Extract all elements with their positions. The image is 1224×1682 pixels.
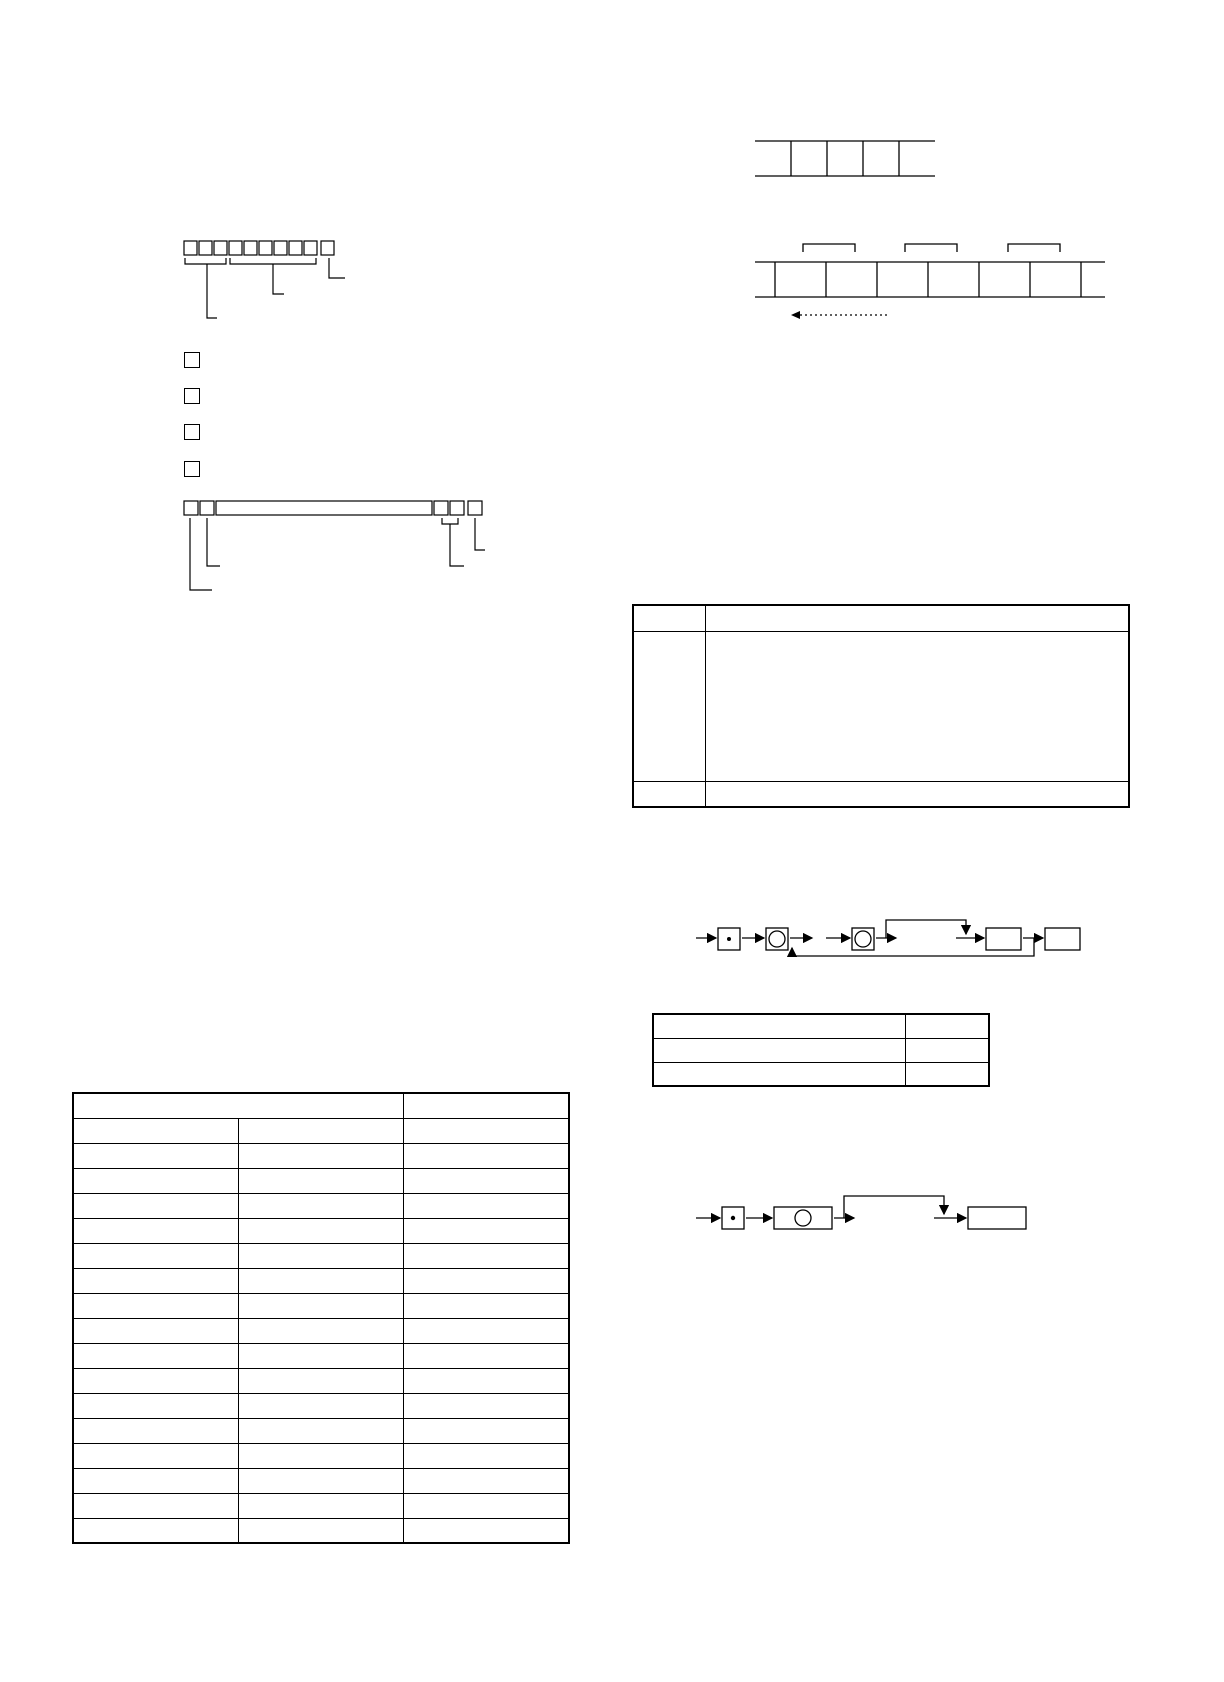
field-box — [184, 501, 198, 515]
table-cell — [73, 1368, 238, 1393]
table-cell — [705, 781, 1129, 807]
final-key[interactable] — [1045, 928, 1080, 950]
table-cell — [238, 1318, 403, 1343]
table-cell — [73, 1318, 238, 1343]
table-row — [73, 1418, 569, 1443]
table-row — [73, 1193, 569, 1218]
checkbox-1[interactable] — [184, 352, 200, 368]
table-cell — [238, 1143, 403, 1168]
small-table — [652, 1013, 990, 1087]
table-cell — [73, 1193, 238, 1218]
table-cell — [238, 1243, 403, 1268]
table-cell — [403, 1393, 569, 1418]
cell-strip-diagram — [755, 138, 945, 182]
table-cell — [905, 1038, 989, 1062]
left-data-table — [72, 1092, 570, 1544]
table-cell — [238, 1393, 403, 1418]
table-cell — [73, 1118, 238, 1143]
table-row — [73, 1118, 569, 1143]
table-row — [73, 1218, 569, 1243]
field-box — [468, 501, 482, 515]
table-row — [73, 1168, 569, 1193]
table-row — [73, 1368, 569, 1393]
table-cell — [705, 605, 1129, 631]
table-cell — [403, 1168, 569, 1193]
table-row — [73, 1243, 569, 1268]
field-box — [450, 501, 464, 515]
header-cell — [403, 1093, 569, 1118]
table-cell — [653, 1062, 905, 1086]
table-cell — [403, 1243, 569, 1268]
target-key[interactable] — [968, 1207, 1026, 1229]
table-cell — [403, 1318, 569, 1343]
target-key[interactable] — [986, 928, 1021, 950]
table-cell — [238, 1168, 403, 1193]
dot-icon — [731, 1216, 735, 1220]
table-cell — [403, 1418, 569, 1443]
table-cell — [705, 631, 1129, 781]
table-cell — [238, 1468, 403, 1493]
table-cell — [73, 1468, 238, 1493]
digit-box — [229, 241, 242, 255]
table-cell — [653, 1014, 905, 1038]
table-row — [633, 631, 1129, 781]
checkbox-3[interactable] — [184, 424, 200, 440]
table-row — [653, 1014, 989, 1038]
table-row — [73, 1143, 569, 1168]
table-cell — [73, 1418, 238, 1443]
table-row — [633, 781, 1129, 807]
key-sequence-diagram-2 — [694, 1186, 1044, 1236]
table-cell — [403, 1443, 569, 1468]
table-cell — [403, 1268, 569, 1293]
table-row — [73, 1268, 569, 1293]
field-box — [434, 501, 448, 515]
table-cell — [73, 1268, 238, 1293]
table-cell — [403, 1343, 569, 1368]
table-row — [73, 1468, 569, 1493]
table-cell — [653, 1038, 905, 1062]
digit-box — [304, 241, 317, 255]
dot-icon — [727, 937, 731, 941]
table-row — [653, 1062, 989, 1086]
table-cell — [238, 1493, 403, 1518]
digit-box — [321, 241, 334, 255]
arrow-left-icon — [791, 311, 800, 319]
digit-box — [289, 241, 302, 255]
table-cell — [73, 1243, 238, 1268]
digit-box — [274, 241, 287, 255]
circle-icon — [795, 1210, 811, 1226]
table-cell — [73, 1218, 238, 1243]
table-cell — [238, 1343, 403, 1368]
paired-cell-diagram — [755, 240, 1115, 320]
table-cell — [73, 1493, 238, 1518]
table-cell — [73, 1168, 238, 1193]
table-cell — [73, 1518, 238, 1543]
table-cell — [633, 631, 705, 781]
table-cell — [403, 1468, 569, 1493]
table-header-row — [73, 1093, 569, 1118]
field-layout-diagram — [180, 498, 500, 598]
table-cell — [633, 781, 705, 807]
table-row — [653, 1038, 989, 1062]
digit-box — [244, 241, 257, 255]
table-row — [73, 1393, 569, 1418]
code-segment-diagram — [180, 236, 360, 326]
table-cell — [73, 1393, 238, 1418]
table-cell — [238, 1518, 403, 1543]
table-cell — [238, 1293, 403, 1318]
table-cell — [633, 605, 705, 631]
digit-box — [214, 241, 227, 255]
table-cell — [403, 1518, 569, 1543]
header-cell — [73, 1093, 403, 1118]
table-cell — [238, 1268, 403, 1293]
table-cell — [905, 1062, 989, 1086]
checkbox-4[interactable] — [184, 461, 200, 477]
table-row — [73, 1518, 569, 1543]
table-row — [73, 1293, 569, 1318]
table-cell — [403, 1118, 569, 1143]
table-cell — [238, 1443, 403, 1468]
table-cell — [73, 1443, 238, 1468]
table-cell — [403, 1218, 569, 1243]
table-cell — [73, 1343, 238, 1368]
circle-icon — [855, 931, 871, 947]
table-cell — [73, 1143, 238, 1168]
table-cell — [238, 1368, 403, 1393]
table-row — [73, 1493, 569, 1518]
table-cell — [403, 1143, 569, 1168]
table-cell — [905, 1014, 989, 1038]
digit-box — [199, 241, 212, 255]
info-table — [632, 604, 1130, 808]
table-cell — [238, 1193, 403, 1218]
table-cell — [238, 1418, 403, 1443]
key-sequence-diagram-1 — [694, 906, 1094, 966]
field-box — [200, 501, 214, 515]
field-long-box — [216, 501, 432, 515]
table-cell — [403, 1293, 569, 1318]
table-row — [73, 1318, 569, 1343]
table-row — [73, 1443, 569, 1468]
table-row — [633, 605, 1129, 631]
table-row — [73, 1343, 569, 1368]
circle-icon — [769, 931, 785, 947]
digit-box — [184, 241, 197, 255]
checkbox-2[interactable] — [184, 388, 200, 404]
table-cell — [403, 1193, 569, 1218]
digit-box — [259, 241, 272, 255]
table-cell — [73, 1293, 238, 1318]
table-cell — [238, 1218, 403, 1243]
table-cell — [403, 1368, 569, 1393]
table-cell — [403, 1493, 569, 1518]
table-cell — [238, 1118, 403, 1143]
